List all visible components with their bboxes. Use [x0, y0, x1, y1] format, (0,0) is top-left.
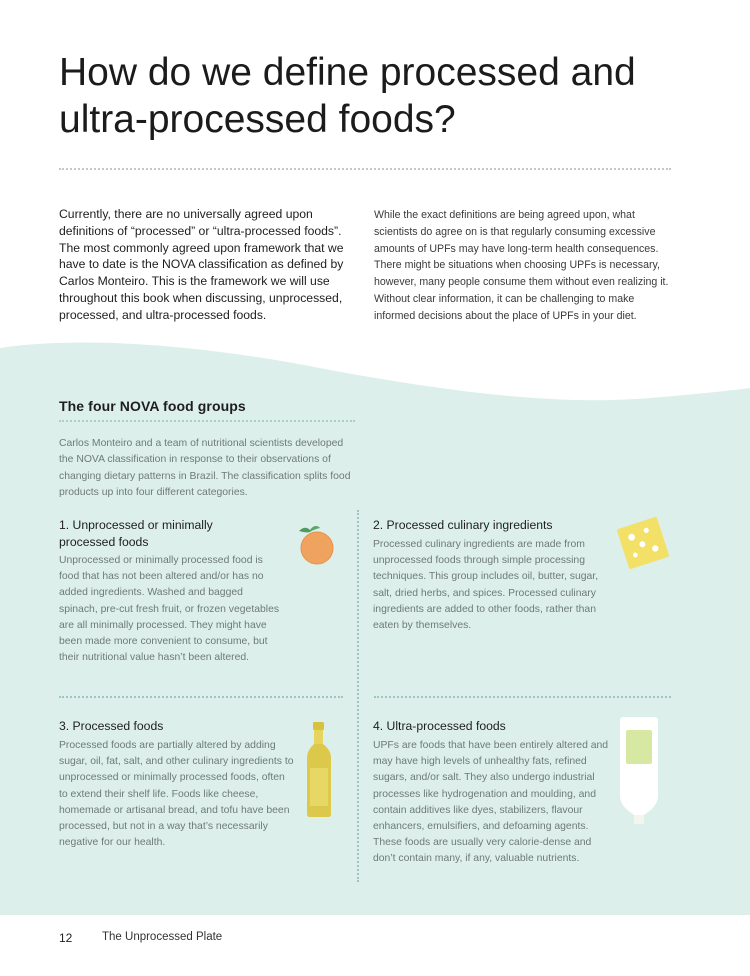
oil-bottle-icon	[302, 720, 336, 820]
page-number: 12	[59, 931, 73, 945]
horizontal-divider-right	[374, 696, 671, 698]
group-2-body: Processed culinary ingredients are made from unprocessed foods through simple processing techniques. This group includes oil, butter, sugar, salt, dried herbs, and spices. Processed culinary ingredients are added to other foods, rather than eaten by themselves.	[373, 539, 599, 632]
group-4-body: UPFs are foods that have been entirely altered and may have high levels of unhealthy fats, refined sugars, and/or salt. They also undergo industrial processes like hydrogenation and moulding, and contain additives like dyes, stabilizers, flavour enhancers, emulsifiers, and defoaming agents. These foods are usually very calorie-dense and don’t contain many, if any, valuable nutrients.	[373, 740, 609, 865]
horizontal-divider-left	[59, 696, 343, 698]
intro-right-paragraph: While the exact definitions are being agreed upon, what scientists do agree on is that regularly consuming excessive amounts of UPFs may have long-term health consequences. There might be situations when choosing UPFs is necessary, however, many people consume them without even realizing it. Without clear information, it can be challenging to make informed decisions about the place of UPFs in your diet.	[374, 209, 669, 322]
title-divider	[59, 168, 671, 170]
running-footer-title: The Unprocessed Plate	[102, 931, 223, 943]
section-divider	[59, 420, 355, 422]
section-heading: The four NOVA food groups	[59, 398, 246, 414]
section-intro: Carlos Monteiro and a team of nutritional scientists developed the NOVA classification in response to their observations of changing dietary patterns in Brazil. The classification splits food products up into four different categories.	[59, 438, 351, 499]
group-1-title: 1. Unprocessed or minimally processed foods	[59, 518, 223, 549]
group-3-title: 3. Processed foods	[59, 719, 164, 733]
intro-left-paragraph: Currently, there are no universally agreed upon definitions of “processed” or “ultra-processed foods”. The most commonly agreed upon framework that we have to date is the NOVA classification as defined by Carlos Monteiro. This is the framework we will use throughout this book when discussing, unprocessed, processed, and ultra-processed foods.	[59, 207, 344, 322]
group-1-body: Unprocessed or minimally processed food is food that has not been altered and/or has no added ingredients. Washed and bagged spinach, pre-cut fresh fruit, or frozen vegetables are all minimally processed. They might have been made more convenient to consume, but their nutritional value hasn’t been altered.	[59, 555, 280, 664]
page-title: How do we define processed and ultra-processed foods?	[59, 51, 636, 141]
orange-icon	[294, 522, 338, 568]
group-3-body: Processed foods are partially altered by adding sugar, oil, fat, salt, and other culinary ingredients to unprocessed or minimally processed foods, often to extend their shelf life. Foods like cheese, homemade or artisanal bread, and tofu have been processed, but not in a way that’s necessarily negative for our health.	[59, 740, 294, 849]
group-4-title: 4. Ultra-processed foods	[373, 719, 506, 733]
vertical-divider	[357, 510, 359, 882]
group-2-title: 2. Processed culinary ingredients	[373, 518, 553, 532]
cheese-icon	[612, 512, 674, 574]
squeeze-bottle-icon	[614, 716, 664, 828]
